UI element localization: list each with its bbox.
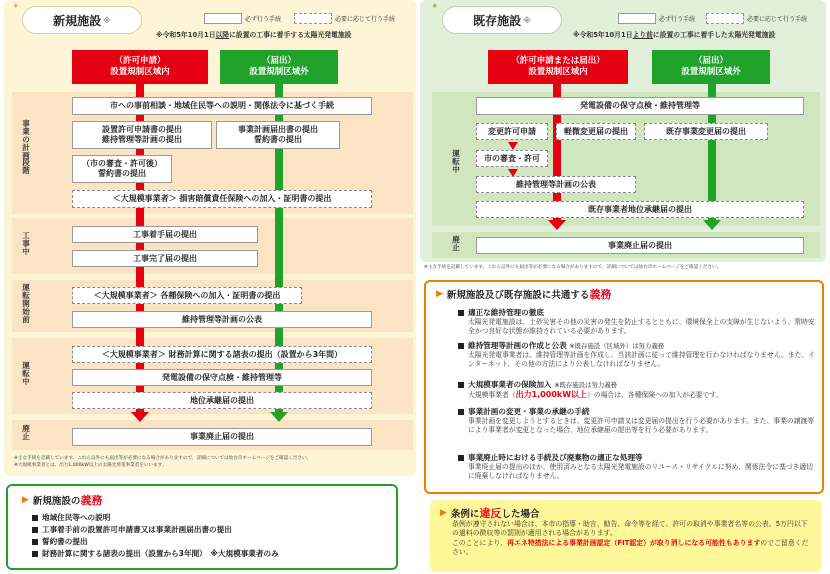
right-note (573, 29, 775, 39)
sparkle-icon: ✦ (431, 2, 439, 12)
violation-title (440, 505, 539, 521)
right-header-regulated: （許可申請または届出） 設置規制区域内 (488, 50, 628, 84)
phase-label-operation-start: 運転開始前 (22, 283, 30, 324)
legend-solid-swatch (618, 13, 656, 24)
violation-text-2-prefix: このことにより、 (452, 538, 508, 547)
common-duty-item (458, 307, 818, 336)
common-duty-title-prefix: 新規施設及び既存施設に共通する (446, 290, 590, 301)
legend-dashed-swatch (706, 13, 744, 24)
step-various-insurance-text: 各種保険への加入・証明書の提出 (160, 290, 281, 300)
common-duty-item (458, 340, 818, 369)
common-duty-item-title: 維持管理等計画の作成と公表 (468, 341, 567, 350)
right-note-prefix: ※令和5年10月1日 (573, 31, 633, 39)
insurance-desc-suffix: ）の場合は、各種保険への加入が必要です。 (587, 391, 723, 399)
new-duty-title-prefix: 新規施設の (32, 496, 81, 507)
left-header-unregulated: （届出） 設置規制区域外 (220, 50, 338, 84)
violation-text-1: 条例が遵守されない場合は、本市の指導・助言、勧告、命令等を経て、許可の取消や事業者名等の公表、5万円以下の過料の徴収等の罰則が適用される場合があります。 (452, 520, 808, 538)
left-title-text: 新規施設 (53, 13, 102, 28)
common-duty-item-tag: ※既存施設（区域外）は努力義務 (569, 342, 665, 350)
step-financial-statements-text: 財務計算に関する諸表の提出（設置から3年間） (168, 349, 343, 359)
common-duty-item (458, 452, 818, 481)
common-duty-item (458, 379, 818, 400)
new-facility-duty-box (6, 484, 398, 570)
violation-text (452, 520, 812, 557)
triangle-icon: ▶ (436, 289, 443, 299)
common-duty-heading (447, 286, 612, 302)
left-note-suffix: に設置の工事に着手する太陽光発電施設 (229, 31, 352, 39)
step-plan-notification: 事業計画届出書の提出 誓約書の提出 (216, 121, 340, 149)
left-title (22, 7, 142, 33)
common-duty-item-desc: 太陽光発電施設は、土砂災害その他の災害の発生を防止するとともに、環境保全上の支障が生じないよう、常時安全かつ良好な状態が維持されている必要があります。 (468, 318, 815, 335)
step-right-publish-plan: 維持管理等計画の公表 (476, 176, 636, 193)
right-footnote: ※主な手続を記載しています。これら以外にも届出等が必要になる場合がありますので、詳細については仙台市ホームページをご確認ください。 (424, 265, 722, 270)
step-financial-statements (72, 346, 372, 363)
step-liability-insurance-text: 損害賠償責任保険への加入・証明書の提出 (179, 194, 332, 203)
legend-dashed-swatch (294, 13, 332, 24)
common-duty-item-desc (458, 390, 818, 400)
step-construction-start: 工事着手届の提出 (72, 226, 258, 243)
phase-label-operation-right: 運転中 (452, 149, 460, 174)
right-red-arrow (548, 220, 566, 230)
right-title-text: 既存施設 (473, 13, 522, 28)
step-succession-notice: 地位承継届の提出 (72, 392, 372, 409)
right-header-unregulated: （届出） 設置規制区域外 (652, 50, 770, 84)
violation-title-prefix: 条例に (450, 509, 480, 520)
violation-text-2-suffix: のでご留意ください。 (452, 538, 809, 556)
step-financial-statements-tag: ＜大規模事業者＞ (101, 349, 166, 359)
violation-title-suffix: した場合 (501, 509, 540, 520)
left-header-regulated: （許可申請） 設置規制区域内 (72, 50, 208, 84)
sparkle-icon: ✦ (12, 2, 20, 12)
small-red-arrow (508, 142, 518, 150)
legend-optional: 必要に応じて行う手続 (747, 16, 808, 23)
common-duty-item-title: 適正な維持管理の徹底 (468, 308, 544, 317)
step-liability-insurance (72, 190, 372, 208)
violation-text-2-emph: 再エネ特措法による事業計画認定（FIT認定）が取り消しになる可能性もあります (507, 538, 761, 547)
phase-label-operation: 運転中 (22, 361, 30, 386)
new-duty-item-text: 地域住民等への説明 (42, 513, 111, 522)
step-right-change-permit: 変更許可申請 (476, 123, 548, 140)
common-duty-item-title: 大規模事業者の保険加入 (468, 380, 552, 389)
insurance-desc-prefix: 大規模事業者（ (468, 391, 516, 399)
step-maintenance-inspection: 発電設備の保守点検・維持管理等 (72, 369, 372, 386)
new-duty-item-text: 財務計算に関する諸表の提出（設置から3年間） ※大規模事業者のみ (42, 549, 279, 559)
insurance-desc-emph: 出力1,000kW以上 (515, 390, 588, 399)
step-right-maintenance: 発電設備の保守点検・維持管理等 (476, 97, 804, 115)
legend-optional: 必要に応じて行う手続 (335, 16, 396, 23)
step-permit-application: 設置許可申請書の提出 維持管理等計画の提出 (72, 121, 212, 149)
violation-text-2 (452, 539, 812, 558)
common-duty-item (458, 406, 818, 435)
right-title (442, 7, 562, 33)
violation-heading (451, 505, 540, 521)
common-duty-item-title: 事業廃止時における手続及び廃棄物の適正な処理等 (468, 453, 643, 462)
phase-label-construction: 工事中 (22, 231, 30, 256)
step-right-review: 市の審査・許可 (476, 150, 548, 167)
step-right-succession: 既存事業者地位承継届の提出 (476, 201, 804, 218)
step-right-minor-change: 軽微変更届の提出 (556, 123, 636, 140)
phase-label-abolition: 廃止 (22, 424, 30, 441)
step-construction-complete: 工事完了届の提出 (72, 250, 258, 267)
common-duty-item-desc: 事業計画を変更しようとするときは、変更許可申請又は変更届の提出を行う必要があります。また、事業の譲渡等により事業者が変更となった場合、地位承継届の提出等を行う必要があります。 (468, 417, 815, 434)
left-footnote-1: ※主な手続を記載しています。これら以外にも届出等が必要になる場合がありますので、詳細については仙台市ホームページをご確認ください。 (14, 456, 312, 461)
common-duty-title-emph: 義務 (589, 288, 612, 301)
phase-label-abolition-right: 廃止 (452, 235, 460, 252)
step-right-abolition: 事業廃止届の提出 (476, 237, 804, 254)
step-various-insurance (72, 287, 302, 304)
common-duty-item-desc: 事業廃止届の提出のほか、使用済みとなる太陽光発電施設のリユース・リサイクルに努め、関係法令に基づき適切に廃棄しなければなりません。 (468, 463, 813, 480)
new-duty-item-text: 工事着手前の設置許可申請書又は事業計画届出書の提出 (42, 525, 232, 535)
new-duty-item (32, 512, 279, 524)
right-green-arrow (703, 220, 721, 230)
new-duty-title (33, 492, 103, 508)
legend-required: 必ず行う手続 (659, 16, 696, 23)
right-legend (618, 13, 807, 24)
common-duty-item-desc: 太陽光発電事業者は、維持管理等計画を作成し、当該計画に従って維持管理を行わなければなりません。また、インターネット、その他の方法により公表しなければなりません。 (468, 351, 816, 368)
left-red-arrow (131, 412, 149, 422)
step-various-insurance-tag: ＜大規模事業者＞ (93, 290, 158, 300)
common-duty-item-tag: ※既存施設は努力義務 (554, 381, 618, 389)
left-note-prefix: ※令和5年10月1日 (156, 31, 216, 39)
violation-title-emph: 違反 (479, 507, 502, 520)
left-green-arrow (270, 412, 288, 422)
step-abolition-notice: 事業廃止届の提出 (72, 428, 372, 446)
left-note (156, 29, 351, 39)
left-note-emph: 以降 (215, 31, 230, 39)
left-title-mark: ※ (103, 15, 111, 25)
step-publish-maintenance-plan: 維持管理等計画の公表 (72, 311, 372, 328)
legend-required: 必ず行う手続 (245, 16, 282, 23)
step-right-existing-change: 既存事業変更届の提出 (644, 123, 768, 140)
new-duty-item (32, 536, 279, 548)
common-duty-title (436, 286, 611, 302)
left-legend (204, 13, 395, 24)
common-duty-item-title: 事業計画の変更・事業の承継の手続 (468, 407, 590, 416)
left-footnote-2: ※大規模事業者とは、出力1,000kW以上の太陽光発電事業者をいいます。 (14, 463, 167, 468)
triangle-icon: ▶ (440, 508, 447, 518)
right-title-mark: ※ (523, 15, 531, 25)
step-liability-insurance-tag: ＜大規模事業者＞ (112, 194, 177, 203)
legend-solid-swatch (204, 13, 242, 24)
right-note-suffix: に設置の工事に着手した太陽光発電施設 (652, 31, 776, 39)
step-prior-consultation: 市への事前相談・地域住民等への説明・関係法令に基づく手続 (72, 97, 372, 115)
new-duty-item (32, 524, 279, 536)
new-duty-item-text: 誓約書の提出 (42, 537, 88, 547)
new-duty-title-emph: 義務 (80, 494, 103, 507)
step-pledge-after-approval: （市の審査・許可後） 誓約書の提出 (72, 155, 172, 183)
triangle-icon: ▶ (22, 495, 29, 505)
new-duty-item (32, 548, 279, 560)
phase-label-planning: 事業の計画段階 (22, 119, 30, 176)
right-note-emph: より前 (632, 31, 653, 39)
